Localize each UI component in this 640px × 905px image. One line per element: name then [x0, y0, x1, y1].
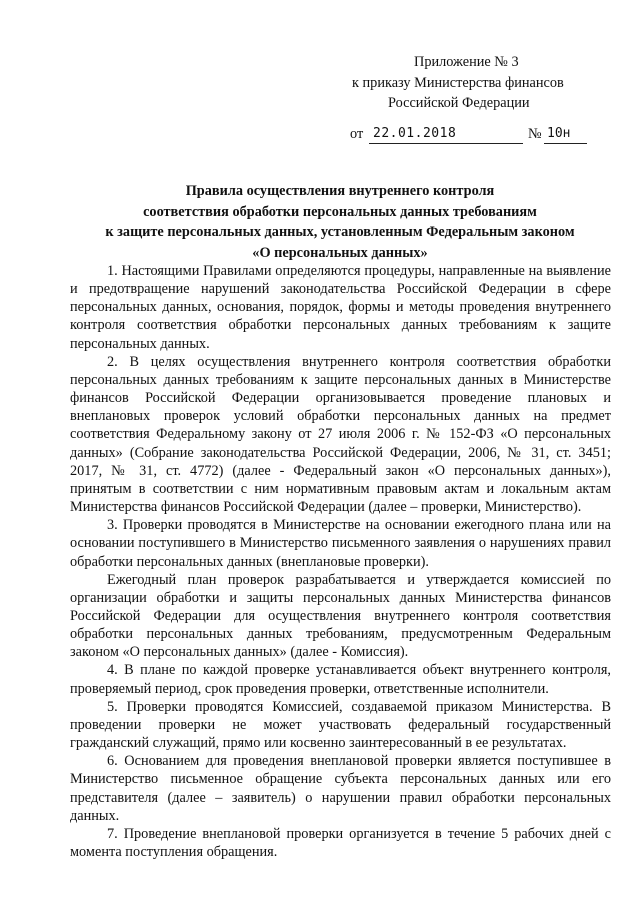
paragraph-1: 1. Настоящими Правилами определяются процедуры, направленные на выявление и предотвращение нарушений законодательства Российской Федерации в сфере персональных данных, основания, порядок, формы и методы проведения внутреннего контроля соответствия обработки персональных данных требованиям к защите персональных данных.: [70, 263, 611, 352]
order-date-number: [350, 124, 590, 146]
paragraph-6: 6. Основанием для проведения внеплановой проверки является поступившее в Министерство письменное обращение субъекта персональных данных или его представителя (далее – заявитель) о нарушении правил обработки персональных данных.: [70, 753, 611, 824]
title-line: «О персональных данных»: [252, 244, 428, 261]
annex-header: [352, 52, 602, 114]
order-number-label: №: [528, 126, 542, 142]
paragraph-7: 7. Проведение внеплановой проверки организуется в течение 5 рабочих дней с момента поступления обращения.: [70, 825, 611, 860]
paragraph-3: 3. Проверки проводятся в Министерстве на основании ежегодного плана или на основании поступившего в Министерство письменного заявления о нарушениях правил обработки персональных данных (внеплановые проверки).: [70, 517, 611, 570]
annex-number: Приложение № 3: [414, 54, 519, 70]
annex-ministry: Российской Федерации: [388, 95, 530, 111]
document-body: [70, 262, 611, 861]
title-line: соответствия обработки персональных данных требованиям: [143, 203, 537, 220]
annex-order-reference: к приказу Министерства финансов: [352, 74, 564, 91]
paragraph-4: 4. В плане по каждой проверке устанавливается объект внутреннего контроля, проверяемый период, срок проведения проверки, ответственные исполнители.: [70, 662, 611, 697]
document-title: [70, 181, 610, 263]
order-from-label: от: [350, 126, 364, 142]
order-date: 22.01.2018: [369, 124, 523, 144]
title-line: к защите персональных данных, установленным Федеральным законом: [105, 224, 575, 240]
order-number: 10н: [544, 124, 587, 144]
title-line: Правила осуществления внутреннего контроля: [185, 183, 495, 199]
paragraph-5: 5. Проверки проводятся Комиссией, создаваемой приказом Министерства. В проведении проверки не может участвовать федеральный государственный гражданский служащий, прямо или косвенно заинтересованный в ее результатах.: [70, 698, 611, 752]
paragraph-2: 2. В целях осуществления внутреннего контроля соответствия обработки персональных данных требованиям к защите персональных данных в Министерстве финансов Российской Федерации организовывается проведение плановых и внеплановых проверок условий обработки персональных данных на предмет соответствия Федеральному закону от 27 июля 2006 г. № 152-ФЗ «О персональных данных» (Собрание законодательства Российской Федерации, 2006, № 31, ст. 3451; 2017, № 31, ст. 4772) (далее - Федеральный закон «О персональных данных»), принятым в соответствии с ним нормативным правовым актам и локальным актам Министерства финансов Российской Федерации (далее – проверки, Министерство).: [70, 353, 611, 516]
paragraph-3-plan: Ежегодный план проверок разрабатывается и утверждается комиссией по организации обработки и защиты персональных данных Министерства финансов Российской Федерации для осуществления внутреннего контроля соответствия обработки персональных данных требованиям, предусмотренным Федеральным законом «О персональных данных» (далее - Комиссия).: [70, 571, 611, 661]
